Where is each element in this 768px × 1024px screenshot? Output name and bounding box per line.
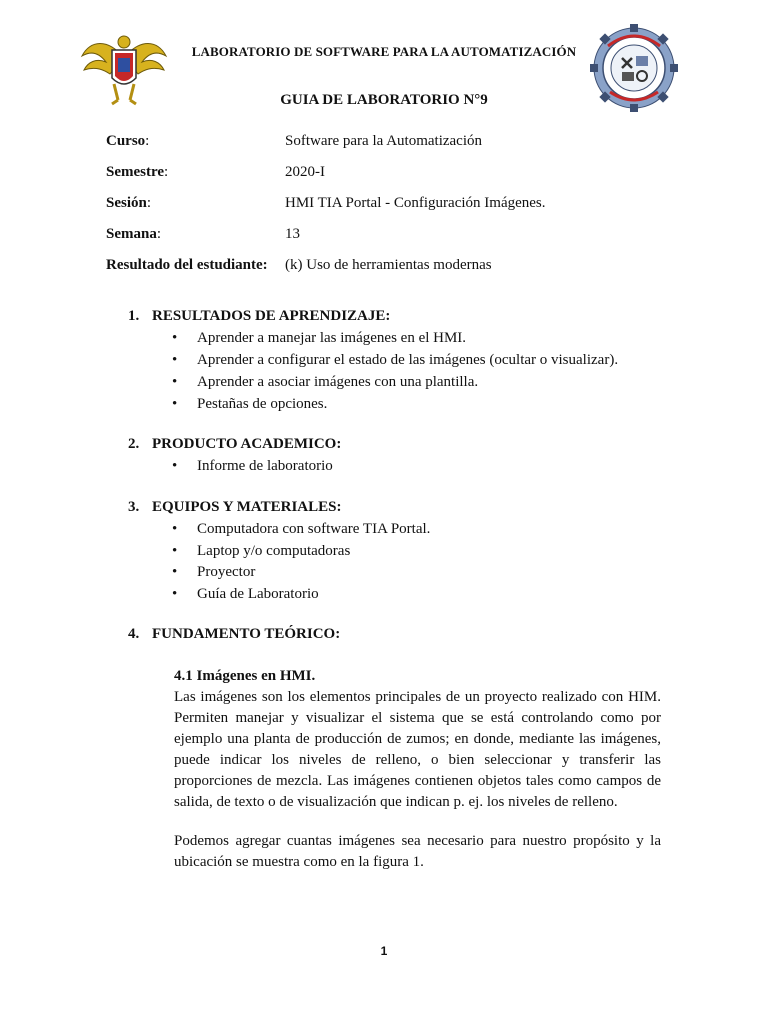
info-label: Resultado del estudiante: (106, 257, 268, 273)
info-row-semana: Semana: 13 (106, 226, 300, 242)
page-number: 1 (380, 944, 388, 958)
info-label: Semestre (106, 164, 165, 180)
info-row-curso: Curso: Software para la Automatización (106, 133, 483, 149)
section-heading: 2. PRODUCTO ACADEMICO: (128, 436, 342, 452)
section-heading: 1. RESULTADOS DE APRENDIZAJE: (128, 308, 391, 324)
section-title: FUNDAMENTO TEÓRICO: (152, 626, 341, 642)
info-label: Curso (106, 133, 146, 149)
info-row-resultado (106, 257, 706, 277)
header-title: LABORATORIO DE SOFTWARE PARA LA AUTOMATIZACIÓN (191, 44, 577, 59)
paragraph: Podemos agregar cuantas imágenes sea necesario para nuestro propósito y la ubicación se muestra como en la figura 1. (174, 833, 661, 870)
guide-title: GUIA DE LABORATORIO N°9 (280, 92, 488, 108)
info-value: 2020-I (285, 164, 325, 180)
info-value: 13 (285, 226, 300, 242)
subsection-title: 4.1 Imágenes en HMI. (174, 668, 316, 684)
info-label: Semana (106, 226, 157, 242)
section-title: EQUIPOS Y MATERIALES: (152, 499, 342, 515)
info-row-semestre: Semestre: 2020-I (106, 164, 325, 180)
section-heading: 4. FUNDAMENTO TEÓRICO: (128, 626, 341, 642)
section-title: RESULTADOS DE APRENDIZAJE: (152, 308, 391, 324)
info-value: Software para la Automatización (285, 133, 483, 149)
info-row-sesion: Sesión: HMI TIA Portal - Configuración Imágenes. (106, 195, 546, 211)
section-title: PRODUCTO ACADEMICO: (152, 436, 342, 452)
info-label: Sesión (106, 195, 147, 211)
info-value: HMI TIA Portal - Configuración Imágenes. (285, 195, 546, 211)
section-heading: 3. EQUIPOS Y MATERIALES: (128, 499, 342, 515)
paragraph: Las imágenes son los elementos principales de un proyecto realizado con HIM. Permiten manejar y visualizar el sistema que se está controlando como por ejemplo una planta de producción de zumos; en donde, mediante las imágenes, puede indicar los niveles de relleno, o bien seleccionar y transferir las proporciones de mezcla. Las imágenes contienen objetos tales como campos de salida, de texto o de visualización que indican p. ej. los niveles de relleno. (174, 689, 661, 810)
info-value: (k) Uso de herramientas modernas (285, 257, 492, 273)
